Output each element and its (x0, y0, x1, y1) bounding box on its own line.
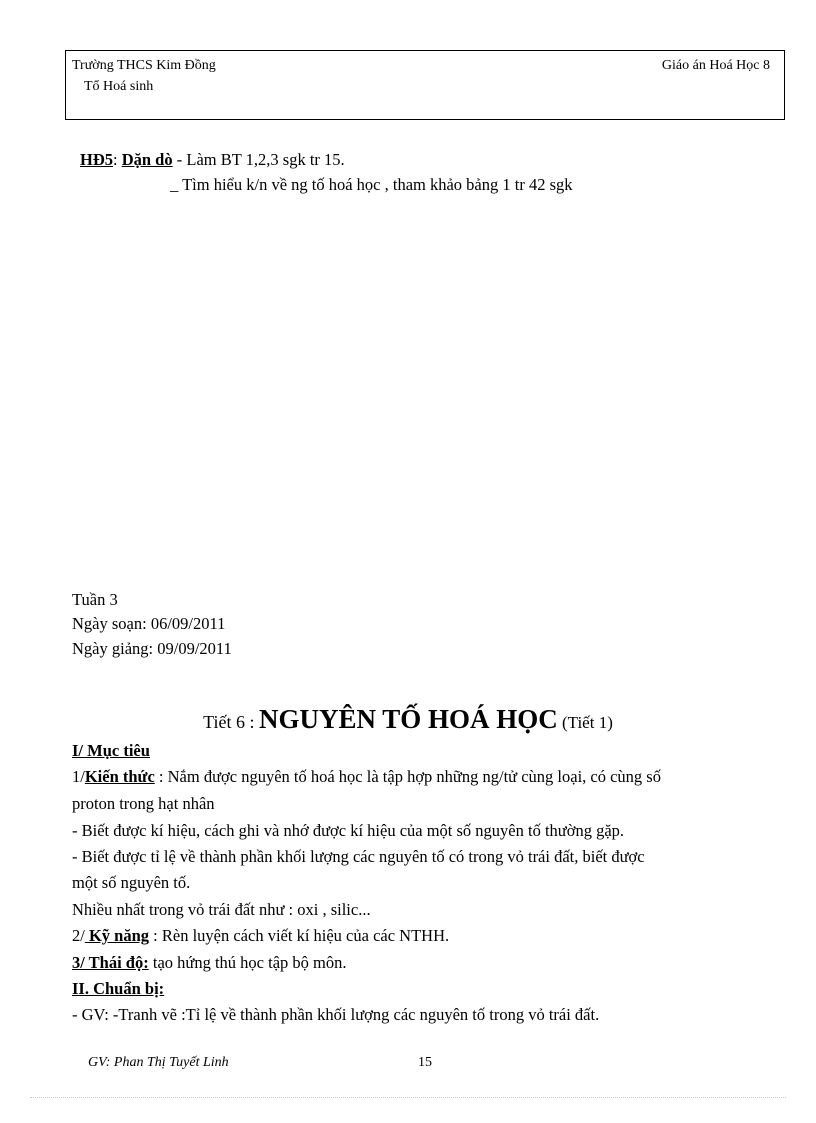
objective-point-2-cont: một số nguyên tố. (72, 873, 191, 892)
knowledge-label: Kiến thức (84, 767, 155, 786)
hd5-line (80, 150, 345, 170)
school-name: Trường THCS Kim Đồng (72, 58, 216, 73)
skill-number: 2/ (72, 926, 85, 945)
attitude-line (72, 953, 347, 973)
hd5-topic: Dặn dò (121, 150, 173, 169)
hd5-label: HĐ5 (80, 150, 113, 169)
lesson-prefix: Tiết 6 : (203, 712, 259, 732)
hd5-task1: - Làm BT 1,2,3 sgk tr 15. (172, 150, 345, 169)
preparation-heading: II. Chuẩn bị: (72, 979, 165, 998)
lesson-title (0, 704, 816, 735)
attitude-text: tạo hứng thú học tập bộ môn. (148, 953, 347, 972)
hd5-task2: _ Tìm hiểu k/n về ng tố hoá học , tham khảo bảng 1 tr 42 sgk (170, 175, 573, 194)
hd5-colon: : (113, 150, 122, 169)
footer-teacher: GV: Phan Thị Tuyết Linh (88, 1055, 229, 1070)
attitude-label: 3/ Thái độ: (72, 953, 149, 972)
subject-name: Giáo án Hoá Học 8 (661, 58, 770, 73)
preparation-teacher: - GV: -Tranh vẽ :Tỉ lệ về thành phần khối lượng các nguyên tố trong vỏ trái đất. (72, 1005, 600, 1024)
lesson-suffix: (Tiết 1) (557, 713, 613, 732)
skill-line (72, 926, 449, 946)
knowledge-text: : Nắm được nguyên tố hoá học là tập hợp những ng/tử cùng loại, có cùng số (154, 767, 661, 786)
page-bottom-divider (30, 1097, 786, 1098)
page-number: 15 (418, 1055, 432, 1070)
department-name: Tổ Hoá sinh (84, 79, 154, 94)
skill-label: Kỹ năng (84, 926, 150, 945)
skill-text: : Rèn luyện cách viết kí hiệu của các NTHH. (149, 926, 450, 945)
objective-point-3: Nhiều nhất trong vỏ trái đất như : oxi , silic... (72, 900, 371, 919)
week-label: Tuần 3 (72, 590, 118, 609)
objectives-heading: I/ Mục tiêu (72, 741, 150, 760)
knowledge-text-cont: proton trong hạt nhân (72, 794, 215, 813)
page-header (65, 50, 785, 120)
knowledge-number: 1/ (72, 767, 85, 786)
knowledge-line (72, 767, 661, 787)
teach-date: Ngày giảng: 09/09/2011 (72, 639, 232, 658)
prep-date: Ngày soạn: 06/09/2011 (72, 614, 226, 633)
objective-point-1: - Biết được kí hiệu, cách ghi và nhớ được kí hiệu của một số nguyên tố thường gặp. (72, 821, 625, 840)
lesson-title-main: NGUYÊN TỐ HOÁ HỌC (258, 704, 558, 734)
objective-point-2: - Biết được tỉ lệ về thành phần khối lượng các nguyên tố có trong vỏ trái đất, biết được (72, 847, 645, 866)
